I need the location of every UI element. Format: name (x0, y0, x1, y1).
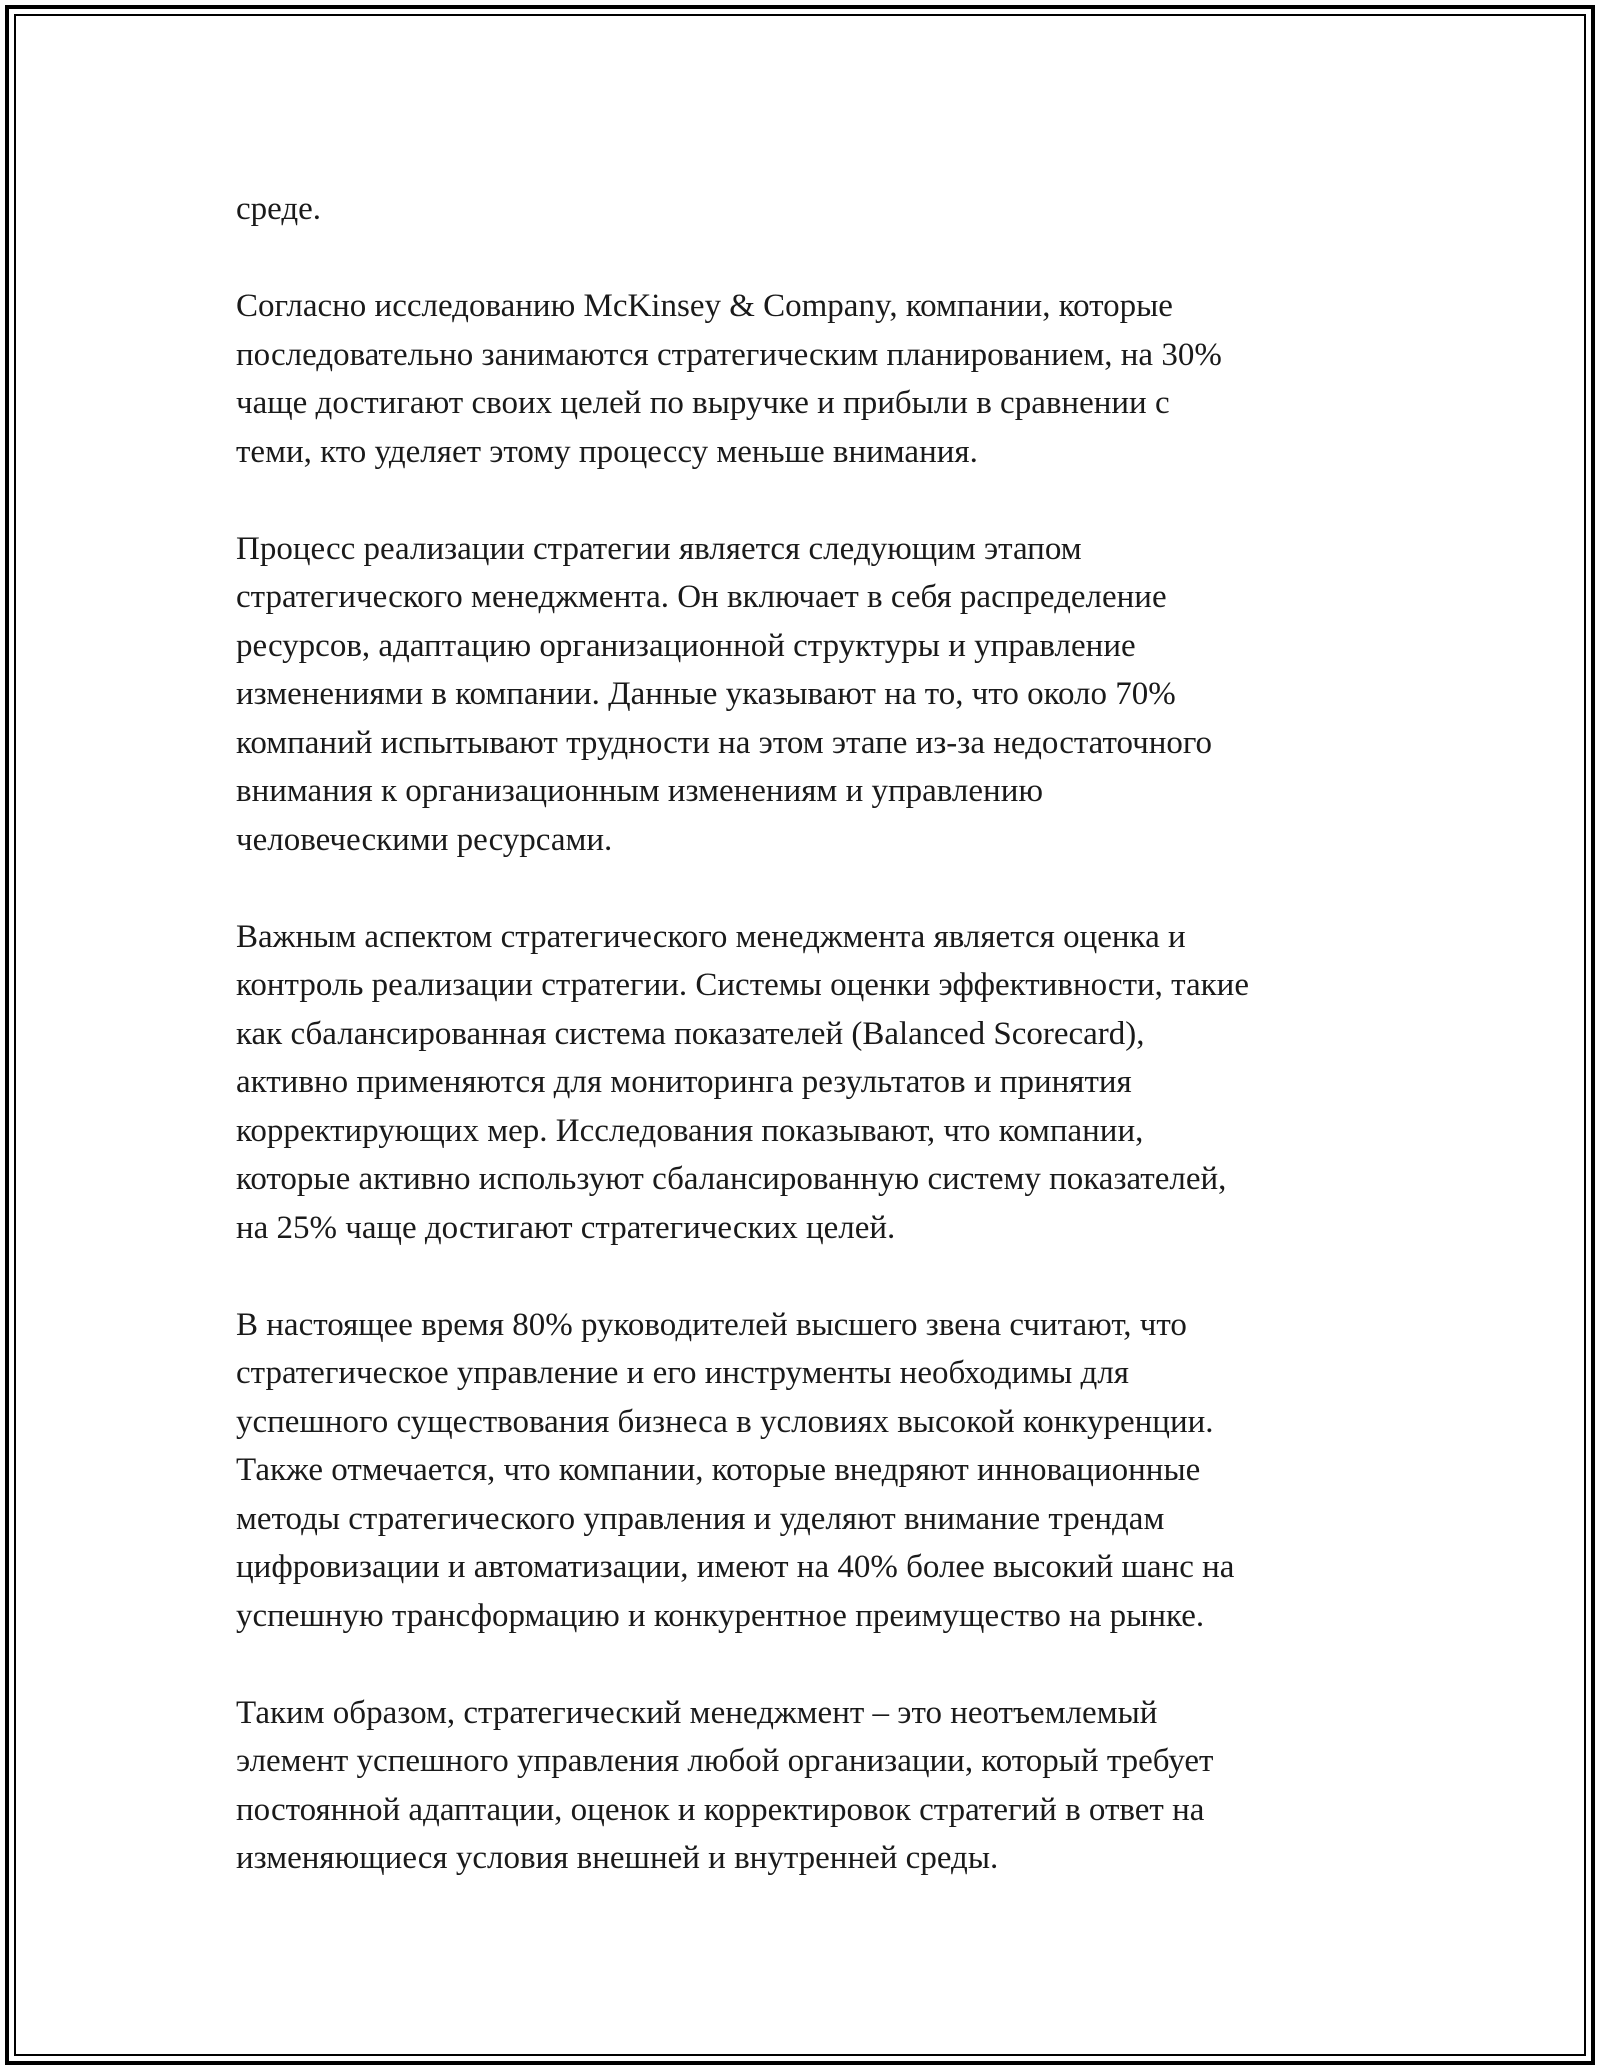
paragraph-mckinsey-study: Согласно исследованию McKinsey & Company, компании, которые последовательно занимаются стратегическим планированием, на 30% чаще достигают своих целей по выручке и прибыли в сравнении с теми, кто уделяет этому процессу меньше внимания. (236, 288, 1222, 470)
document-body (236, 185, 1376, 1883)
paragraph-evaluation-control: Важным аспектом стратегического менеджмента является оценка и контроль реализации стратегии. Системы оценки эффективности, такие как сбалансированная система показателей (Balanced Scorecard), активно применяются для мониторинга результатов и принятия корректирующих мер. Исследования показывают, что компании, которые активно используют сбалансированную систему показателей, на 25% чаще достигают стратегических целей. (236, 918, 1249, 1246)
paragraph-strategy-implementation: Процесс реализации стратегии является следующим этапом стратегического менеджмента. Он включает в себя распределение ресурсов, адаптацию организационной структуры и управление изменениями в компании. Данные указывают на то, что около 70% компаний испытывают трудности на этом этапе из-за недостаточного внимания к организационным изменениям и управлению человеческими ресурсами. (236, 530, 1213, 858)
paragraph-conclusion: Таким образом, стратегический менеджмент – это неотъемлемый элемент успешного управления любой организации, который требует постоянной адаптации, оценок и корректировок стратегий в ответ на изменяющиеся условия внешней и внутренней среды. (236, 1694, 1214, 1876)
paragraph-continuation: среде. (236, 191, 322, 227)
paragraph-executives-opinion: В настоящее время 80% руководителей высшего звена считают, что стратегическое управление и его инструменты необходимы для успешного существования бизнеса в условиях высокой конкуренции. Также отмечается, что компании, которые внедряют инновационные методы стратегического управления и уделяют внимание трендам цифровизации и автоматизации, имеют на 40% более высокий шанс на успешную трансформацию и конкурентное преимущество на рынке. (236, 1306, 1235, 1634)
